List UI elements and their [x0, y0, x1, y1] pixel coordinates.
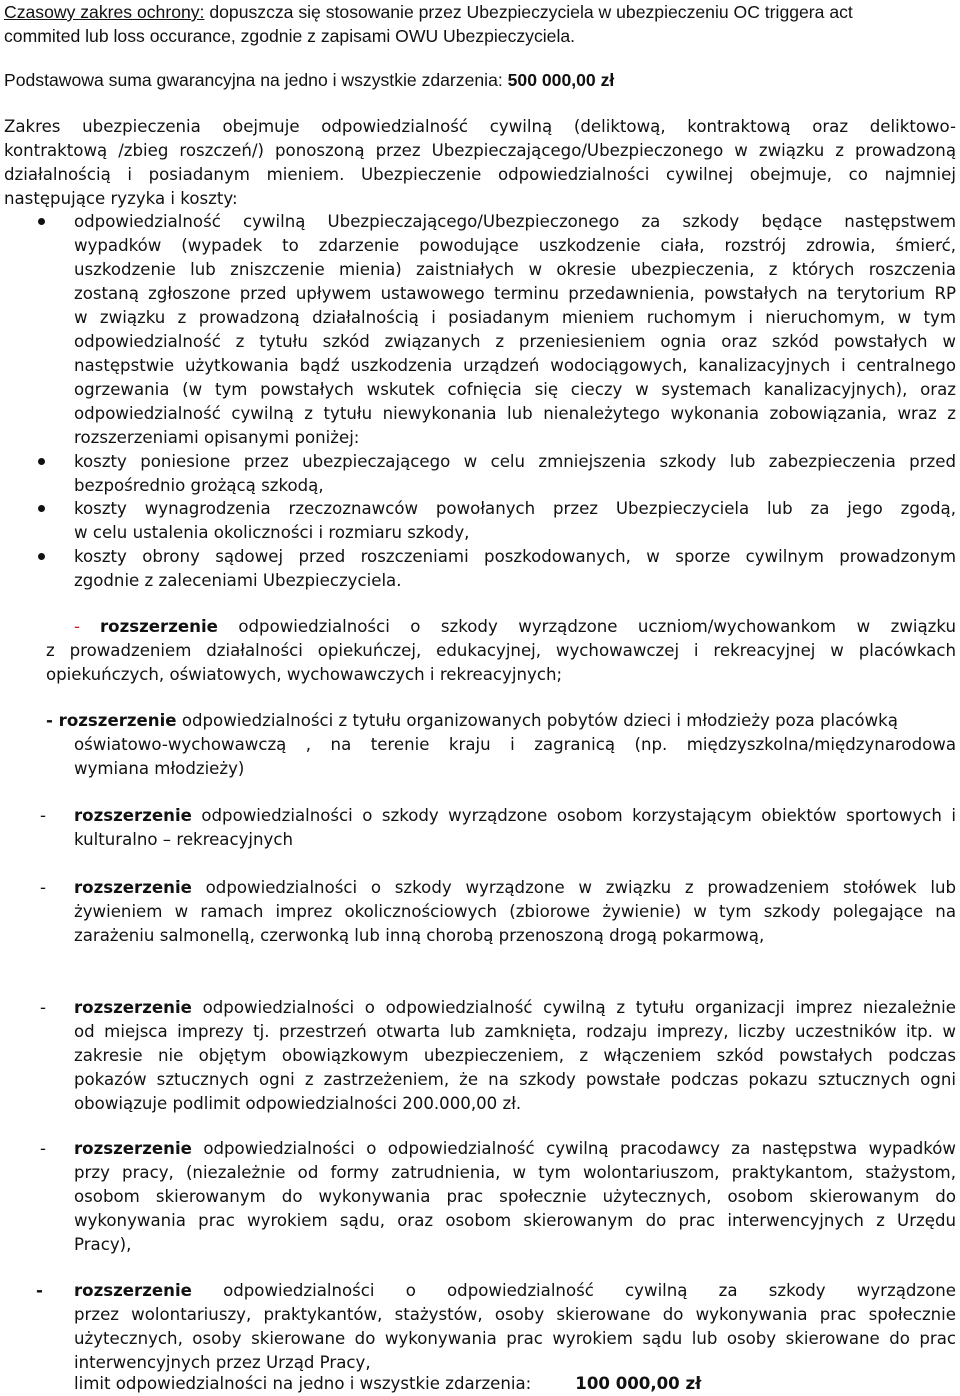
bullet-3-line: koszty wynagrodzenia rzeczoznawców powołanych przez Ubezpieczyciela lub za jego zgodą,	[74, 499, 956, 518]
scope-line-3: działalnością i posiadanym mieniem. Ubezpieczenie odpowiedzialności cywilnej obejmuje, co najmniej	[4, 165, 956, 184]
sum-insured-line: Podstawowa suma gwarancyjna na jedno i wszystkie zdarzenia: 500 000,00 zł	[4, 70, 615, 90]
dash-marker: -	[40, 806, 46, 825]
dash-marker: -	[36, 1281, 43, 1300]
bullet-1-line: odpowiedzialność cywilną z tytułu niewykonania lub nienależytego wykonania zobowiązania, wraz z	[74, 404, 956, 423]
scope-line-4: następujące ryzyka i koszty:	[4, 189, 238, 208]
limit-amount: 100 000,00 zł	[575, 1374, 702, 1393]
bullet-icon	[38, 218, 45, 225]
extension-2-line-2: oświatowo-wychowawczą , na terenie kraju i zagranicą (np. międzyszkolna/międzynarodowa	[74, 735, 956, 754]
extension-1-line-1: rozszerzenie odpowiedzialności o szkody wyrządzone uczniom/wychowankom w związku	[100, 617, 956, 636]
bullet-2-line: bezpośrednio grożącą szkodą,	[74, 476, 324, 495]
extension-7-line-1: rozszerzenie odpowiedzialności o odpowiedzialność cywilną za szkody wyrządzone	[74, 1281, 956, 1300]
extension-2-line-1: - rozszerzenie odpowiedzialności z tytułu organizowanych pobytów dzieci i młodzieży poza placówką	[46, 711, 898, 730]
dash-marker: -	[40, 878, 46, 897]
extension-7-line-2: przez wolontariuszy, praktykantów, stażystów, osoby skierowane do wykonywania prac społecznie	[74, 1305, 956, 1324]
bullet-4-line: koszty obrony sądowej przed roszczeniami poszkodowanych, w sporze cywilnym prowadzonym	[74, 547, 956, 566]
extension-6-line-4: wykonywania prac wyrokiem sądu, oraz osobom skierowanym do prac interwencyjnych z Urzędu	[74, 1211, 956, 1230]
extension-7-line-4: interwencyjnych przez Urząd Pracy,	[74, 1353, 371, 1372]
extension-7-line-3: użytecznych, osoby skierowane do wykonywania prac wyrokiem sądu lub osoby skierowane do prac	[74, 1329, 956, 1348]
extension-3-line-2: kulturalno – rekreacyjnych	[74, 830, 294, 849]
extension-2-line-3: wymiana młodzieży)	[74, 759, 245, 778]
sum-insured-amount: 500 000,00 zł	[507, 70, 615, 90]
extension-5-line-2: od miejsca imprezy tj. przestrzeń otwarta lub zamknięta, rodzaju imprezy, liczby uczestników itp. w	[74, 1022, 956, 1041]
extension-3-line-1: rozszerzenie odpowiedzialności o szkody wyrządzone osobom korzystającym obiektów sportowych i	[74, 806, 956, 825]
bullet-1-line: odpowiedzialność cywilną Ubezpieczającego/Ubezpieczonego za szkody będące następstwem	[74, 212, 956, 231]
bullet-icon	[38, 458, 45, 465]
bullet-1-line: następstwie użytkowania bądź uszkodzenia urządzeń wodociągowych, kanalizacyjnych i centralnego	[74, 356, 956, 375]
extension-1-line-3: opiekuńczych, oświatowych, wychowawczych i rekreacyjnych;	[46, 665, 563, 684]
extension-5-line-5: obowiązuje podlimit odpowiedzialności 200.000,00 zł.	[74, 1094, 522, 1113]
bullet-3-line: w celu ustalenia okoliczności i rozmiaru szkody,	[74, 523, 470, 542]
limit-line: limit odpowiedzialności na jedno i wszystkie zdarzenia: 100 000,00 zł	[74, 1374, 702, 1393]
extension-1-line-2: z prowadzeniem działalności opiekuńczej, edukacyjnej, wychowawczej i rekreacyjnej w placówkach	[46, 641, 956, 660]
bullet-1-line: rozszerzeniami opisanymi poniżej:	[74, 428, 360, 447]
bullet-1-line: wypadków (wypadek to zdarzenie powodujące uszkodzenie ciała, rozstrój zdrowia, śmierć,	[74, 236, 956, 255]
scope-line-1: Zakres ubezpieczenia obejmuje odpowiedzialność cywilną (deliktową, kontraktową oraz deliktowo-	[4, 117, 956, 136]
extension-6-line-2: przy pracy, (niezależnie od formy zatrudnienia, w tym wolontariuszom, praktykantom, stażystom,	[74, 1163, 956, 1182]
extension-6-line-3: osobom skierowanym do wykonywania prac społecznie użytecznych, osobom skierowanym do	[74, 1187, 956, 1206]
dash-marker: -	[40, 1139, 46, 1158]
dash-marker: -	[74, 617, 80, 636]
bullet-1-line: zostaną zgłoszone przed upływem ustawowego terminu przedawnienia, powstałych na terytorium RP	[74, 284, 956, 303]
dash-marker: -	[40, 998, 46, 1017]
extension-5-line-3: zakresie nie objętym obowiązkowym ubezpieczeniem, z włączeniem szkód powstałych podczas	[74, 1046, 956, 1065]
extension-6-line-5: Pracy),	[74, 1235, 132, 1254]
scope-line-2: kontraktową /zbieg roszczeń/) ponoszoną przez Ubezpieczającego/Ubezpieczonego w związku z prowadzoną	[4, 141, 956, 160]
bullet-1-line: w związku z prowadzoną działalnością i posiadanym mieniem ruchomym i nieruchomym, w tym	[74, 308, 956, 327]
extension-5-line-4: pokazów sztucznych ogni z zastrzeżeniem, że na szkody powstałe podczas pokazu sztucznych ogni	[74, 1070, 956, 1089]
coverage-period-line-1: Czasowy zakres ochrony: dopuszcza się stosowanie przez Ubezpieczyciela w ubezpieczeniu OC triggera act	[4, 2, 853, 22]
bullet-1-line: odpowiedzialność z tytułu szkód związanych z przeniesieniem ognia oraz szkód powstałych w	[74, 332, 956, 351]
extension-4-line-3: zarażeniu salmonellą, czerwonką lub inną chorobą przenoszoną drogą pokarmową,	[74, 926, 765, 945]
coverage-period-line-2: commited lub loss occurance, zgodnie z zapisami OWU Ubezpieczyciela.	[4, 26, 576, 46]
bullet-1-line: ogrzewania (w tym powstałych wskutek cofnięcia się cieczy w systemach kanalizacyjnych), oraz	[74, 380, 956, 399]
bullet-1-line: uszkodzenie lub zniszczenie mienia) zaistniałych w okresie ubezpieczenia, z których roszczenia	[74, 260, 956, 279]
extension-6-line-1: rozszerzenie odpowiedzialności o odpowiedzialność cywilną pracodawcy za następstwa wypadków	[74, 1139, 956, 1158]
bullet-2-line: koszty poniesione przez ubezpieczającego w celu zmniejszenia szkody lub zabezpieczenia przed	[74, 452, 956, 471]
extension-4-line-1: rozszerzenie odpowiedzialności o szkody wyrządzone w związku z prowadzeniem stołówek lub	[74, 878, 956, 897]
bullet-icon	[38, 505, 45, 512]
coverage-period-label: Czasowy zakres ochrony:	[4, 2, 205, 22]
extension-5-line-1: rozszerzenie odpowiedzialności o odpowiedzialność cywilną z tytułu organizacji imprez niezależnie	[74, 998, 956, 1017]
extension-4-line-2: żywieniem w ramach imprez okolicznościowych (zbiorowe żywienie) w tym szkody polegające na	[74, 902, 956, 921]
bullet-4-line: zgodnie z zaleceniami Ubezpieczyciela.	[74, 571, 402, 590]
bullet-icon	[38, 553, 45, 560]
